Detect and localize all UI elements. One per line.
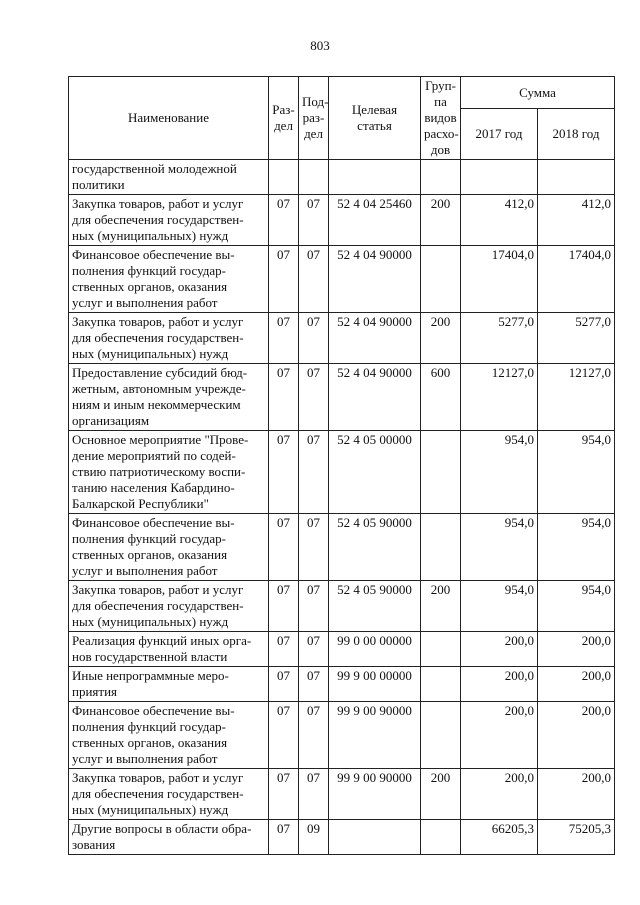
cell-sum-2018: 412,0	[538, 195, 615, 246]
col-header-2018: 2018 год	[538, 109, 615, 160]
cell-razdel: 07	[269, 702, 299, 769]
cell-sum-2018: 954,0	[538, 581, 615, 632]
table-body	[69, 160, 615, 855]
cell-podrazdel: 07	[299, 769, 329, 820]
cell-sum-2017: 200,0	[461, 702, 538, 769]
cell-name: Финансовое обеспечение вы- полнения функций государ- ственных органов, оказания услуг и выполнения работ	[69, 514, 269, 581]
table-row	[69, 364, 615, 431]
col-header-podrazdel: Под- раз- дел	[299, 77, 329, 160]
cell-razdel: 07	[269, 431, 299, 514]
cell-sum-2018: 200,0	[538, 667, 615, 702]
cell-sum-2017: 954,0	[461, 514, 538, 581]
cell-name: Основное мероприятие "Прове- дение мероприятий по содей- ствию патриотическому воспи- танию населения Кабардино- Балкарской Республики"	[69, 431, 269, 514]
cell-name: Финансовое обеспечение вы- полнения функций государ- ственных органов, оказания услуг и выполнения работ	[69, 702, 269, 769]
cell-gruppa	[421, 820, 461, 855]
table-row	[69, 313, 615, 364]
cell-sum-2017: 200,0	[461, 769, 538, 820]
cell-celevaya: 99 9 00 00000	[329, 667, 421, 702]
cell-gruppa	[421, 431, 461, 514]
cell-name: Закупка товаров, работ и услуг для обеспечения государствен- ных (муниципальных) нужд	[69, 581, 269, 632]
cell-name: Иные непрограммные меро- приятия	[69, 667, 269, 702]
table-row	[69, 632, 615, 667]
cell-podrazdel: 09	[299, 820, 329, 855]
col-header-name: Наименование	[69, 77, 269, 160]
cell-razdel: 07	[269, 581, 299, 632]
cell-podrazdel: 07	[299, 667, 329, 702]
table-row	[69, 581, 615, 632]
col-header-summa: Сумма	[461, 77, 615, 109]
col-header-razdel: Раз- дел	[269, 77, 299, 160]
cell-sum-2017: 66205,3	[461, 820, 538, 855]
cell-podrazdel: 07	[299, 632, 329, 667]
cell-razdel: 07	[269, 313, 299, 364]
cell-gruppa	[421, 667, 461, 702]
table-row	[69, 667, 615, 702]
cell-sum-2017: 200,0	[461, 632, 538, 667]
cell-podrazdel	[299, 160, 329, 195]
cell-sum-2018: 200,0	[538, 702, 615, 769]
cell-sum-2018: 12127,0	[538, 364, 615, 431]
cell-sum-2017	[461, 160, 538, 195]
col-header-celevaya: Целевая статья	[329, 77, 421, 160]
cell-name: Реализация функций иных орга- нов государственной власти	[69, 632, 269, 667]
cell-razdel	[269, 160, 299, 195]
table-row	[69, 820, 615, 855]
cell-razdel: 07	[269, 514, 299, 581]
cell-sum-2018	[538, 160, 615, 195]
cell-gruppa: 600	[421, 364, 461, 431]
cell-gruppa: 200	[421, 769, 461, 820]
cell-sum-2017: 12127,0	[461, 364, 538, 431]
cell-podrazdel: 07	[299, 431, 329, 514]
cell-podrazdel: 07	[299, 195, 329, 246]
cell-celevaya	[329, 820, 421, 855]
cell-razdel: 07	[269, 667, 299, 702]
cell-sum-2017: 200,0	[461, 667, 538, 702]
cell-name: Другие вопросы в области обра- зования	[69, 820, 269, 855]
cell-razdel: 07	[269, 820, 299, 855]
cell-sum-2017: 954,0	[461, 581, 538, 632]
cell-razdel: 07	[269, 195, 299, 246]
cell-gruppa	[421, 514, 461, 581]
table-row	[69, 431, 615, 514]
cell-sum-2018: 17404,0	[538, 246, 615, 313]
cell-name: государственной молодежной политики	[69, 160, 269, 195]
cell-podrazdel: 07	[299, 514, 329, 581]
cell-sum-2018: 200,0	[538, 769, 615, 820]
cell-celevaya: 52 4 04 90000	[329, 313, 421, 364]
cell-celevaya	[329, 160, 421, 195]
cell-name: Финансовое обеспечение вы- полнения функций государ- ственных органов, оказания услуг и выполнения работ	[69, 246, 269, 313]
cell-sum-2018: 200,0	[538, 632, 615, 667]
cell-celevaya: 99 9 00 90000	[329, 702, 421, 769]
cell-podrazdel: 07	[299, 246, 329, 313]
budget-table	[68, 76, 615, 855]
cell-celevaya: 99 9 00 90000	[329, 769, 421, 820]
cell-gruppa	[421, 702, 461, 769]
cell-razdel: 07	[269, 246, 299, 313]
cell-podrazdel: 07	[299, 313, 329, 364]
table-row	[69, 195, 615, 246]
table-row	[69, 514, 615, 581]
cell-gruppa: 200	[421, 313, 461, 364]
cell-gruppa: 200	[421, 581, 461, 632]
cell-name: Закупка товаров, работ и услуг для обеспечения государствен- ных (муниципальных) нужд	[69, 313, 269, 364]
table-row	[69, 769, 615, 820]
cell-name: Закупка товаров, работ и услуг для обеспечения государствен- ных (муниципальных) нужд	[69, 195, 269, 246]
col-header-2017: 2017 год	[461, 109, 538, 160]
cell-sum-2018: 75205,3	[538, 820, 615, 855]
cell-name: Предоставление субсидий бюд- жетным, автономным учрежде- ниям и иным некоммерческим организациям	[69, 364, 269, 431]
cell-celevaya: 52 4 05 90000	[329, 514, 421, 581]
cell-sum-2017: 17404,0	[461, 246, 538, 313]
cell-sum-2018: 954,0	[538, 431, 615, 514]
cell-gruppa	[421, 160, 461, 195]
cell-celevaya: 99 0 00 00000	[329, 632, 421, 667]
cell-gruppa	[421, 632, 461, 667]
cell-razdel: 07	[269, 364, 299, 431]
cell-celevaya: 52 4 04 25460	[329, 195, 421, 246]
cell-sum-2018: 954,0	[538, 514, 615, 581]
cell-sum-2017: 5277,0	[461, 313, 538, 364]
table-row	[69, 246, 615, 313]
cell-gruppa	[421, 246, 461, 313]
cell-celevaya: 52 4 04 90000	[329, 364, 421, 431]
cell-name: Закупка товаров, работ и услуг для обеспечения государствен- ных (муниципальных) нужд	[69, 769, 269, 820]
col-header-gruppa: Груп- па видов расхо- дов	[421, 77, 461, 160]
cell-celevaya: 52 4 05 00000	[329, 431, 421, 514]
table-header-row	[69, 77, 615, 109]
cell-celevaya: 52 4 04 90000	[329, 246, 421, 313]
cell-gruppa: 200	[421, 195, 461, 246]
table-row	[69, 702, 615, 769]
cell-podrazdel: 07	[299, 702, 329, 769]
cell-podrazdel: 07	[299, 581, 329, 632]
cell-podrazdel: 07	[299, 364, 329, 431]
cell-razdel: 07	[269, 632, 299, 667]
page-number: 803	[310, 38, 330, 53]
cell-sum-2018: 5277,0	[538, 313, 615, 364]
cell-razdel: 07	[269, 769, 299, 820]
cell-celevaya: 52 4 05 90000	[329, 581, 421, 632]
cell-sum-2017: 954,0	[461, 431, 538, 514]
table-row	[69, 160, 615, 195]
cell-sum-2017: 412,0	[461, 195, 538, 246]
